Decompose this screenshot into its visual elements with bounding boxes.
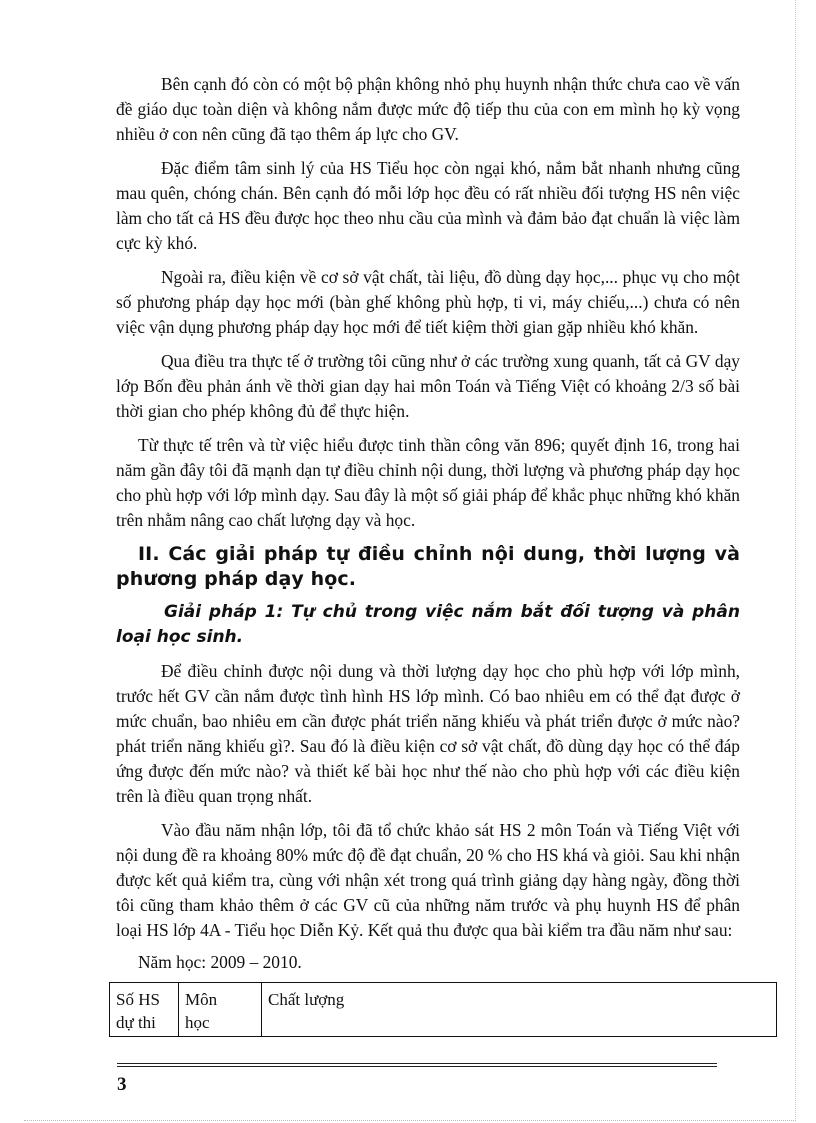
school-year-label: Năm học: 2009 – 2010.	[138, 952, 302, 972]
quality-table	[109, 982, 777, 1037]
paragraph-parents-awareness: Bên cạnh đó còn có một bộ phận không nhỏ phụ huynh nhận thức chưa cao về vấn đề giáo dục toàn diện và không nắm được mức độ tiếp thu của con em mình họ kỳ vọng nhiều ở con nên cũng đã tạo thêm áp lực cho GV.	[116, 74, 740, 144]
header-subject-line1: Môn	[185, 990, 218, 1009]
header-student-count	[110, 983, 179, 1037]
footer-divider	[117, 1063, 717, 1067]
section-heading: II. Các giải pháp tự điều chỉnh nội dung, thời lượng và phương pháp dạy học.	[116, 543, 740, 590]
page-right-edge	[795, 0, 796, 1121]
paragraph-survey: Qua điều tra thực tế ở trường tôi cũng như ở các trường xung quanh, tất cả GV dạy lớp Bốn đều phản ánh về thời gian dạy hai môn Toán và Tiếng Việt có khoảng 2/3 số bài thời gian cho phép không đủ để thực hiện.	[116, 351, 740, 421]
page-bottom-edge	[24, 1120, 794, 1121]
paragraph-adjustment: Để điều chỉnh được nội dung và thời lượng dạy học cho phù hợp với lớp mình, trước hết GV cần nắm được tình hình HS lớp mình. Có bao nhiêu em có thể đạt được ở mức chuẩn, bao nhiêu em cần được phát triển năng khiếu và phát triển được ở mức nào? phát triển năng khiếu gì?. Sau đó là điều kiện cơ sở vật chất, đồ dùng dạy học có thể đáp ứng được đến mức nào? và thiết kế bài học như thế nào cho phù hợp với các điều kiện trên là điều quan trọng nhất.	[116, 661, 740, 806]
header-student-count-line1: Số HS	[116, 990, 160, 1009]
solution-heading: Giải pháp 1: Tự chủ trong việc nắm bắt đối tượng và phân loại học sinh.	[116, 602, 740, 647]
table-header-row	[110, 983, 777, 1037]
header-subject	[179, 983, 262, 1037]
header-quality: Chất lượng	[262, 983, 777, 1037]
paragraph-student-psychology: Đặc điểm tâm sinh lý của HS Tiểu học còn ngại khó, nắm bắt nhanh nhưng cũng mau quên, chóng chán. Bên cạnh đó mỗi lớp học đều có rất nhiều đối tượng HS nên việc làm cho tất cả HS đều được học theo nhu cầu của mình và đảm bảo đạt chuẩn là việc làm cực kỳ khó.	[116, 158, 740, 253]
main-content	[116, 72, 740, 952]
page-number: 3	[117, 1074, 127, 1095]
header-student-count-line2: dự thi	[116, 1013, 156, 1032]
paragraph-beginning-year: Vào đầu năm nhận lớp, tôi đã tổ chức khảo sát HS 2 môn Toán và Tiếng Việt với nội dung đề ra khoảng 80% mức độ đề đạt chuẩn, 20 % cho HS khá và giỏi. Sau khi nhận được kết quả kiểm tra, cùng với nhận xét trong quá trình giảng dạy hàng ngày, đồng thời tôi cũng tham khảo thêm ở các GV cũ của những năm trước và phụ huynh HS để phân loại HS lớp 4A - Tiểu học Diễn Kỷ. Kết quả thu được qua bài kiểm tra đầu năm như sau:	[116, 820, 740, 940]
header-subject-line2: học	[185, 1013, 210, 1032]
paragraph-facilities: Ngoài ra, điều kiện về cơ sở vật chất, tài liệu, đồ dùng dạy học,... phục vụ cho một số phương pháp dạy học mới (bàn ghế không phù hợp, ti vi, máy chiếu,...) chưa có nên việc vận dụng phương pháp dạy học mới để tiết kiệm thời gian gặp nhiều khó khăn.	[116, 267, 740, 337]
paragraph-reasoning: Từ thực tế trên và từ việc hiểu được tinh thần công văn 896; quyết định 16, trong hai năm gần đây tôi đã mạnh dạn tự điều chỉnh nội dung, thời lượng và phương pháp dạy học cho phù hợp với lớp mình dạy. Sau đây là một số giải pháp để khắc phục những khó khăn trên nhằm nâng cao chất lượng dạy và học.	[116, 435, 740, 530]
